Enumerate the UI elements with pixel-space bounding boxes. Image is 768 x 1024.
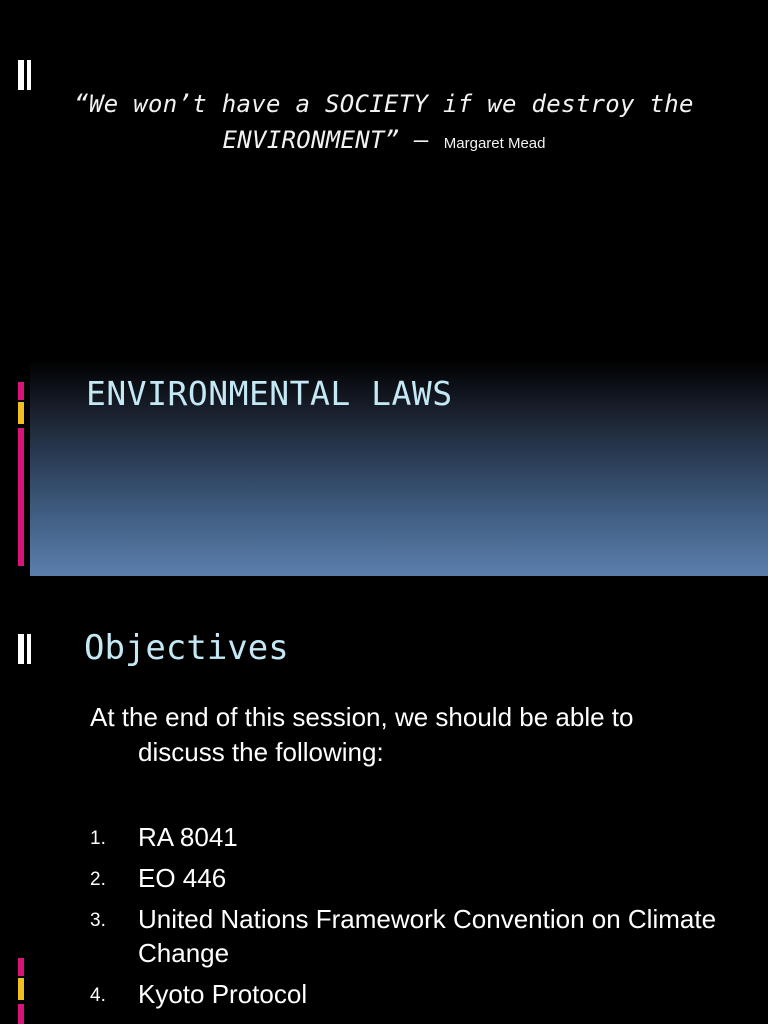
list-number: 4. <box>90 985 106 1006</box>
objectives-list <box>90 820 730 1018</box>
list-item <box>90 902 730 970</box>
pink-accent-bar <box>18 958 24 976</box>
list-number: 2. <box>90 869 106 890</box>
slide-title: ENVIRONMENTAL LAWS <box>86 374 453 413</box>
objectives-title: Objectives <box>84 628 289 668</box>
list-text: RA 8041 <box>138 822 238 852</box>
quote <box>60 86 708 162</box>
list-number: 1. <box>90 828 106 849</box>
white-marker <box>18 60 24 90</box>
left-edge-band <box>0 0 30 576</box>
list-text: Kyoto Protocol <box>138 979 308 1009</box>
list-text: EO 446 <box>138 863 227 893</box>
list-item <box>90 820 730 854</box>
pink-accent-bar <box>18 1004 24 1024</box>
list-number: 3. <box>90 910 106 931</box>
intro-line: At the end of this session, we should be able to <box>90 702 634 732</box>
intro-text <box>90 700 730 770</box>
quote-text: “We won’t have a SOCIETY if we destroy the ENVIRONMENT” – <box>74 90 694 154</box>
list-item <box>90 977 730 1011</box>
yellow-accent-bar <box>18 402 24 424</box>
yellow-accent-bar <box>18 978 24 1000</box>
left-edge-band <box>0 576 30 1024</box>
white-marker <box>27 634 31 664</box>
pink-accent-bar <box>18 382 24 400</box>
slide-2 <box>0 576 768 1024</box>
list-item <box>90 861 730 895</box>
intro-line: discuss the following: <box>138 737 384 767</box>
quote-author: Margaret Mead <box>443 135 546 152</box>
white-marker <box>27 60 31 90</box>
white-marker <box>18 634 24 664</box>
list-text: United Nations Framework Convention on Climate Change <box>138 904 717 968</box>
pink-accent-bar <box>18 428 24 566</box>
